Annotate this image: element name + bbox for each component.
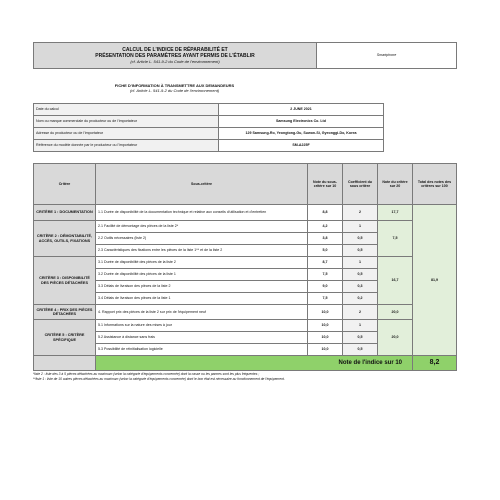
sub-criterion-label: 4. Rapport prix des pièces de la liste 2 sur prix de l'équipement neuf [96, 305, 308, 320]
col-total: Total des notes des critères sur 100 [413, 164, 457, 205]
criterion-name: CRITÈRE 3 : DISPONIBILITÉ DES PIÈCES DÉTACHÉES [34, 257, 96, 305]
table-row [34, 320, 457, 332]
criterion-name: CRITÈRE 5 : CRITÈRE SPÉCIFIQUE [34, 320, 96, 356]
criterion-score: 17,7 [378, 205, 413, 221]
sub-criterion-score: 8,8 [308, 205, 343, 221]
sub-criterion-label: 5.1 Informations sur la nature des mises à jour [96, 320, 308, 332]
sub-criterion-score: 10,0 [308, 320, 343, 332]
final-score-value: 8,2 [413, 356, 457, 371]
info-value: SM-A225F [219, 140, 384, 152]
sub-criterion-score: 4,2 [308, 221, 343, 233]
sub-criterion-coef: 1 [343, 320, 378, 332]
title-line-2: PRÉSENTATION DES PARAMÈTRES AYANT PERMIS DE L'ÉTABLIR [95, 52, 255, 59]
criterion-score: 16,7 [378, 257, 413, 305]
sub-criterion-label: 5.2 Assistance à distance sans frais [96, 332, 308, 344]
info-value: 2 JUNE 2021 [219, 104, 384, 116]
criterion-name: CRITÈRE 2 : DÉMONTABILITÉ, ACCÈS, OUTILS, FIXATIONS [34, 221, 96, 257]
sub-criterion-label: 2.2 Outils nécessaires (liste 2) [96, 233, 308, 245]
document-title [34, 43, 317, 69]
col-note-sous-critere: Note du sous-critère sur 10 [308, 164, 343, 205]
header-table [33, 42, 457, 69]
criterion-score: 20,0 [378, 305, 413, 320]
sub-criterion-label: 2.1 Facilité de démontage des pièces de la liste 2* [96, 221, 308, 233]
product-type: Smartphone [317, 43, 457, 69]
sub-criterion-label: 3.4 Délais de livraison des pièces de la liste 1 [96, 293, 308, 305]
criterion-name: CRITÈRE 4 : PRIX DES PIÈCES DÉTACHÉES [34, 305, 96, 320]
sub-criterion-coef: 0,2 [343, 293, 378, 305]
footnotes [33, 372, 456, 381]
sub-criterion-label: 3.2 Durée de disponibilité des pièces de la liste 1 [96, 269, 308, 281]
col-critere: Critère [34, 164, 96, 205]
final-score-row [34, 356, 457, 371]
sub-criterion-label: 1.1 Durée de disponibilité de la documentation technique et relative aux conseils d'utilisation et d'entretien [96, 205, 308, 221]
sub-criterion-coef: 1 [343, 221, 378, 233]
title-line-1: CALCUL DE L'INDICE DE RÉPARABILITÉ ET [122, 46, 228, 53]
sub-criterion-label: 3.1 Durée de disponibilité des pièces de la liste 2 [96, 257, 308, 269]
sub-criterion-coef: 0,3 [343, 281, 378, 293]
table-row [34, 305, 457, 320]
info-value: 129 Samsung-Ro, Yeongtong-Gu, Suwon-Si, Gyeonggi-Do, Korea [219, 128, 384, 140]
sub-criterion-score: 7,5 [308, 293, 343, 305]
fiche-title: FICHE D'INFORMATION À TRANSMETTRE AUX DEMANDEURS [114, 83, 235, 88]
sub-criterion-label: 2.3 Caractéristiques des fixations entre les pièces de la liste 1** et de la liste 2 [96, 245, 308, 257]
info-row [34, 104, 457, 116]
sub-criterion-coef: 0,5 [343, 245, 378, 257]
sub-criterion-coef: 1 [343, 257, 378, 269]
total-score: 81,9 [413, 205, 457, 356]
table-row [34, 205, 457, 221]
sub-criterion-coef: 0,5 [343, 269, 378, 281]
sub-criterion-label: 3.3 Délais de livraison des pièces de la liste 2 [96, 281, 308, 293]
fiche-subtitle: (cf. Article L. 541-9-2 du Code de l'environnement) [129, 88, 220, 93]
table-row [34, 221, 457, 233]
info-row [34, 128, 457, 140]
info-label: Date du calcul [34, 104, 219, 116]
sub-criterion-label: 5.3 Possibilité de réinitialisation logicielle [96, 344, 308, 356]
col-sous-critere: Sous-critère [96, 164, 308, 205]
sub-criterion-score: 10,0 [308, 344, 343, 356]
sub-criterion-score: 10,0 [308, 332, 343, 344]
sub-criterion-score: 9,0 [308, 281, 343, 293]
info-label: Adresse du producteur ou de l'importateur [34, 128, 219, 140]
info-value: Samsung Electronics Co. Ltd [219, 116, 384, 128]
score-table [33, 163, 457, 371]
sub-criterion-coef: 0,5 [343, 344, 378, 356]
col-coefficient: Coefficient du sous critère [343, 164, 378, 205]
info-row [34, 116, 457, 128]
sub-criterion-coef: 2 [343, 305, 378, 320]
footnote-1: *liste 2 : liste des 3 à 5 pièces détachées au maximum (selon la catégorie d'équipements concernée) dont la casse ou les pannes sont les plus fréquentes ; [33, 372, 260, 376]
info-label: Référence du modèle donnée par le producteur ou l'importateur [34, 140, 219, 152]
criterion-score: 7,5 [378, 221, 413, 257]
table-row [34, 257, 457, 269]
sub-criterion-score: 10,0 [308, 305, 343, 320]
repairability-sheet [33, 42, 456, 381]
sub-criterion-coef: 0,5 [343, 332, 378, 344]
sub-criterion-coef: 0,5 [343, 233, 378, 245]
final-score-label: Note de l'indice sur 10 [96, 356, 413, 371]
sub-criterion-score: 8,7 [308, 257, 343, 269]
info-table [33, 103, 457, 152]
title-line-3: (cf. Article L. 541-9-2 du Code de l'environnement) [130, 58, 220, 64]
info-row [34, 140, 457, 152]
sub-criterion-score: 3,8 [308, 233, 343, 245]
sub-criterion-score: 7,5 [308, 269, 343, 281]
criterion-score: 20,0 [378, 320, 413, 356]
criterion-name: CRITÈRE 1 : DOCUMENTATION [34, 205, 96, 221]
fiche-heading [33, 69, 316, 103]
sub-criterion-score: 5,0 [308, 245, 343, 257]
footnote-2: **liste 1 : liste de 10 autres pièces détachées au maximum (selon la catégorie d'équipements concernée) dont le bon état est nécessaire au fonctionnement de l'équipement. [33, 376, 285, 381]
score-table-header [34, 164, 457, 205]
info-label: Nom ou marque commerciale du producteur ou de l'importateur [34, 116, 219, 128]
sub-criterion-coef: 2 [343, 205, 378, 221]
col-note-critere: Note du critère sur 20 [378, 164, 413, 205]
